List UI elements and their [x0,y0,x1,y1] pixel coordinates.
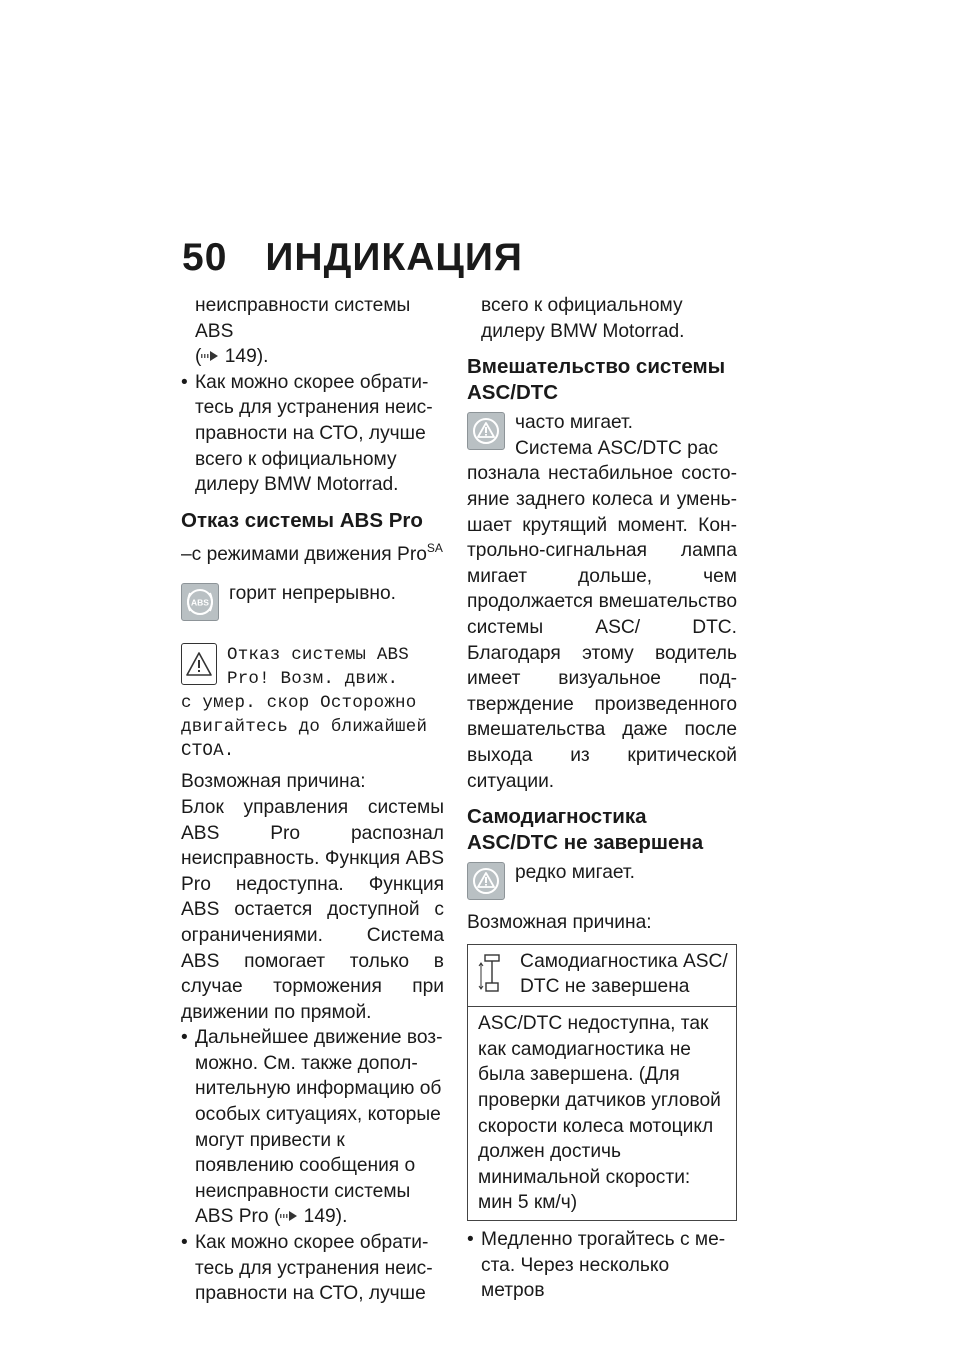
warning-triangle-icon [181,643,217,685]
cause-label: Возможная причина: [181,771,366,793]
cause-label: Возможная причина: [467,912,652,934]
intro-line-1: неисправности системы ABS [195,295,411,342]
asc-dtc-lamp-icon [467,862,505,900]
page-header [182,236,523,280]
indicator-status-line: часто мигает. [515,412,634,434]
display-line: с умер. скор Осторожно [181,693,417,714]
section-subtitle [181,536,444,568]
indicator-row [467,860,737,900]
section-title: Отказ системы ABS Pro [181,508,423,532]
continued-text: всего к официальному дилеру BMW Motorrad. [481,295,685,342]
indicator-row [467,410,737,461]
page-reference[interactable]: 149). [303,1206,348,1228]
table-header-row [468,945,736,1008]
list-item: • Как можно скорее обратитесь для устранения неисправности на СТО, лучше [181,1230,444,1307]
ref-open: ( [273,1206,281,1228]
indicator-status-line: Система ASC/DTC рас [515,437,719,459]
indicator-status [515,410,737,461]
asc-dtc-lamp-icon [467,412,505,450]
list-item-text: Дальнейшее движение возможно. См. также дополнительную информацию об особых ситуациях, которые могут привести к появлению сообщения о неисправности системы ABS Pro [195,1027,443,1228]
abs-lamp-icon [181,583,219,621]
indicator-status: редко мигает. [515,862,635,884]
section-subtitle-text: –с режимами движения Pro [181,543,427,565]
page-number: 50 [182,236,228,279]
page-title: ИНДИКАЦИЯ [265,236,523,279]
table-body-text: ASC/DTC недоступна, так как самодиагностика не была завершена. (Для проверки датчиков угловой скорости колеса мотоцикл должен достичь минимальной скорости: мин 5 км/ч) [478,1013,721,1214]
display-message-row [181,643,444,691]
special-equipment-mark: SA [426,540,443,555]
self-diagnosis-icon [478,949,506,1001]
display-line: Отказ системы ABS [227,645,409,666]
page-reference[interactable]: 149). [224,346,269,368]
right-column [467,293,737,1304]
display-message-lines-top [227,643,409,691]
display-line: СТОА. [181,741,235,762]
svg-text:ABS: ABS [191,597,209,608]
cause-text: Блок управления системы ABS Pro распознал неисправность. Функция ABS Pro недоступна. Функция ABS остается доступной с ограничениями. Система ABS помогает только в случае торможения при движении по прямой. [181,796,444,1023]
list-item [181,1025,444,1230]
left-column [181,293,444,1307]
ref-open: ( [195,346,202,368]
section-text: познала нестабильное состояние заднего колеса и уменьшает крутящий момент. Контрольно-сигнальная лампа мигает дольше, чем продолжается вмешательство системы ASC/ DTC. Благодаря этому водитель имеет визуальное подтверждение произведенного вмешательства даже после выхода из критической ситуации. [467,463,737,792]
page-reference-arrow-icon [201,351,219,361]
list-item: • Медленно трогайтесь с места. Через несколько метров [467,1227,737,1304]
list-item: • Как можно скорее обратитесь для устранения неисправности на СТО, лучше всего к официальному дилеру BMW Motorrad. [181,370,444,498]
section-title: Вмешательство системы ASC/DTC [467,355,726,405]
indicator-row [181,581,444,621]
page-reference-arrow-icon [280,1211,298,1221]
section-title: Самодиагностика ASC/DTC не завершена [467,805,704,855]
display-line: Pro! Возм. движ. [227,669,399,690]
table-header-text: Самодиагностика ASC/ DTC не завершена [520,950,728,998]
display-line: двигайтесь до ближайшей [181,717,428,738]
display-message-lines [181,691,444,763]
info-table [467,944,737,1221]
intro-text [181,293,444,370]
indicator-status: горит непрерывно. [229,583,397,605]
